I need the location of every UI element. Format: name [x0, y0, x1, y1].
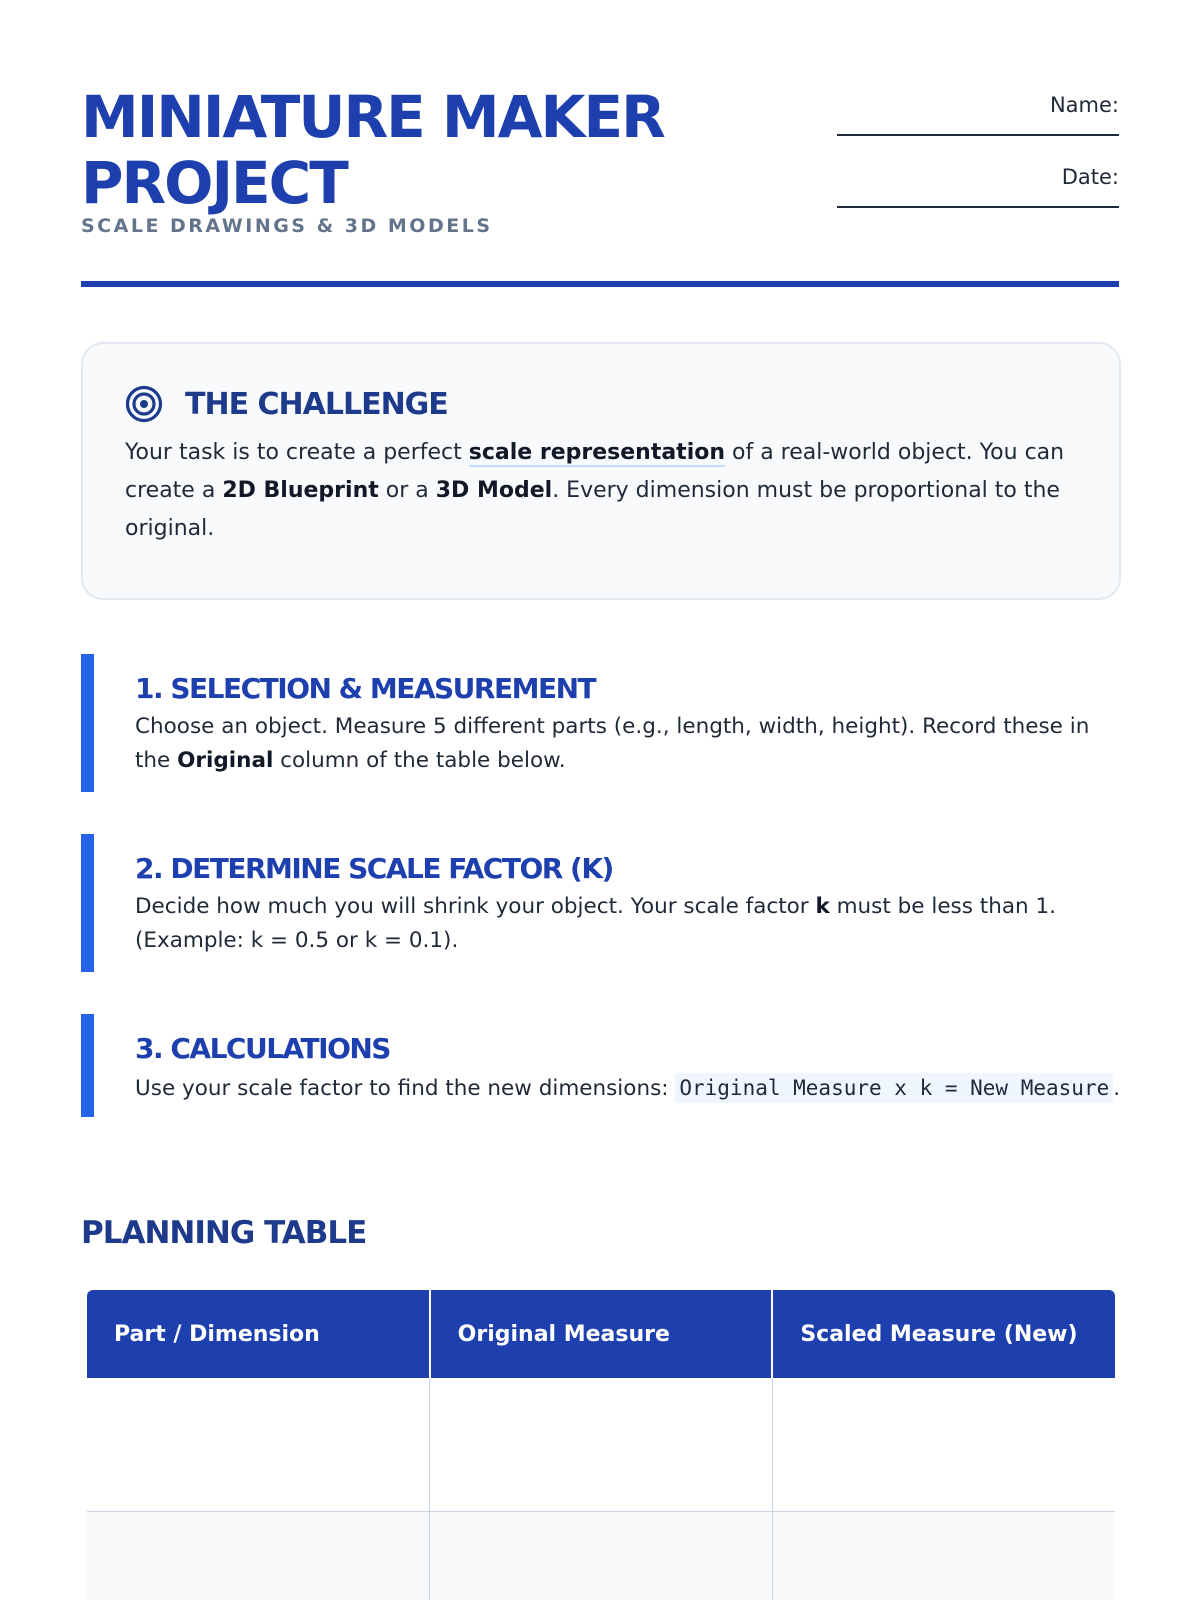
challenge-text-part: Your task is to create a perfect [125, 440, 469, 465]
step-text-part: column of the table below. [273, 748, 566, 773]
page-subtitle: SCALE DRAWINGS & 3D MODELS [81, 215, 493, 237]
challenge-title: THE CHALLENGE [185, 386, 448, 422]
column-header-part: Part / Dimension [87, 1290, 430, 1378]
step-title: 1. SELECTION & MEASUREMENT [135, 672, 596, 705]
step-selection [81, 654, 1121, 792]
date-label: Date: [1061, 165, 1119, 189]
step-title: 2. DETERMINE SCALE FACTOR (K) [135, 852, 613, 885]
table-cell[interactable] [772, 1378, 1115, 1512]
planning-table [87, 1290, 1115, 1600]
table-cell[interactable] [87, 1512, 430, 1600]
header [81, 0, 1119, 286]
step-text-part: Choose an object. Measure 5 different parts (e.g., length, width, height). Record these in the [135, 714, 1090, 773]
challenge-highlight-model: 3D Model [435, 478, 553, 503]
date-field[interactable] [837, 206, 1119, 208]
name-label: Name: [1049, 93, 1119, 117]
challenge-highlight-blueprint: 2D Blueprint [222, 478, 379, 503]
step-text [135, 890, 1121, 972]
table-cell[interactable] [87, 1378, 430, 1512]
step-text-part: . [1113, 1076, 1121, 1101]
table-header-row [87, 1290, 1115, 1378]
challenge-header [125, 384, 1077, 424]
step-text-part: Decide how much you will shrink your object. Your scale factor [135, 894, 816, 919]
name-field[interactable] [837, 134, 1119, 136]
planning-table-grid [87, 1290, 1115, 1600]
step-text [135, 710, 1121, 792]
step-text-part: Use your scale factor to find the new dimensions: [135, 1076, 676, 1101]
step-bold: Original [177, 748, 274, 773]
table-cell[interactable] [430, 1378, 773, 1512]
step-bold: k [815, 894, 830, 919]
challenge-highlight-scale: scale representation [468, 440, 726, 465]
table-cell[interactable] [772, 1512, 1115, 1600]
step-scale-factor [81, 834, 1121, 972]
step-text-part: must be less than 1. (Example: k = 0.5 or k = 0.1). [135, 894, 1056, 953]
challenge-text [125, 434, 1077, 548]
challenge-text-part: . Every dimension must be proportional to the original. [125, 478, 1060, 541]
header-divider [81, 281, 1119, 287]
target-icon [125, 385, 163, 423]
table-cell[interactable] [430, 1512, 773, 1600]
step-text [135, 1070, 1121, 1117]
formula-code: Original Measure x k = New Measure [675, 1073, 1113, 1103]
column-header-scaled: Scaled Measure (New) [772, 1290, 1115, 1378]
step-calculations [81, 1014, 1121, 1117]
challenge-text-part: or a [378, 478, 436, 503]
table-row [87, 1378, 1115, 1512]
step-title: 3. CALCULATIONS [135, 1032, 390, 1065]
planning-table-title: PLANNING TABLE [81, 1215, 367, 1251]
challenge-text-part: of a real-world object. You can create a [125, 440, 1065, 503]
table-row [87, 1512, 1115, 1600]
column-header-original: Original Measure [430, 1290, 773, 1378]
challenge-box [81, 342, 1121, 600]
name-date-fields [837, 92, 1119, 236]
page-title: MINIATURE MAKER PROJECT [81, 83, 664, 217]
